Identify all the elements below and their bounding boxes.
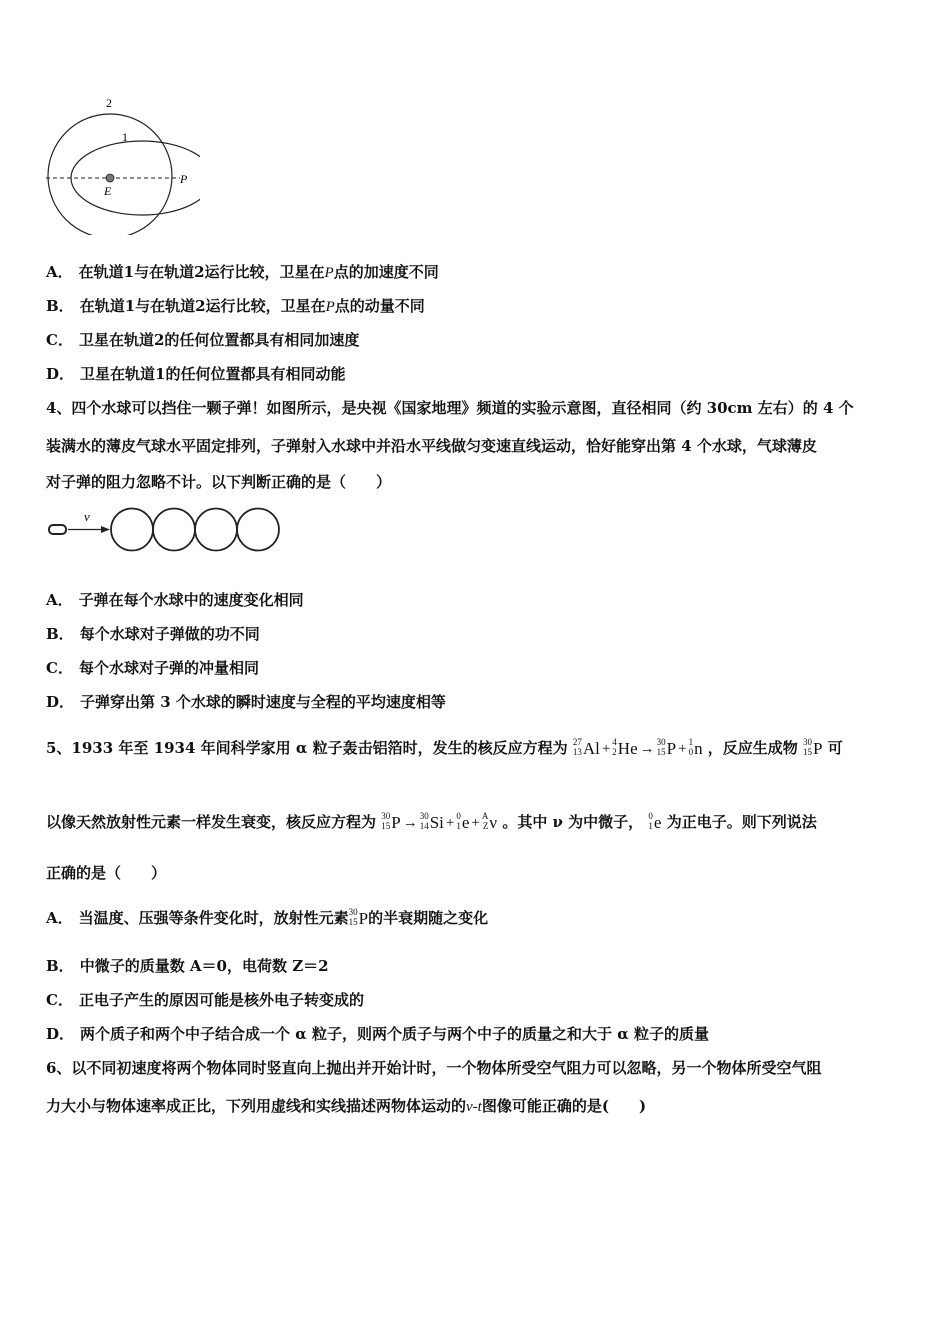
option-text-end: 的半衰期随之变化 — [368, 909, 489, 927]
option-text: 两个质子和两个中子结合成一个 α 粒子，则两个质子与两个中子的质量之和大于 α 粒子的质量 — [80, 1025, 709, 1043]
q4-option-a — [46, 590, 304, 610]
element-n: n — [694, 739, 703, 758]
q5-option-d — [46, 1024, 709, 1044]
water-ball-1 — [111, 509, 153, 551]
option-label: B． — [46, 625, 74, 643]
earth-dot — [106, 174, 114, 182]
var-p: P — [325, 299, 335, 315]
q5-option-a — [46, 908, 488, 929]
option-label: C． — [46, 659, 73, 677]
q4-option-d — [46, 692, 446, 712]
option-label: C． — [46, 331, 73, 349]
option-label: D． — [46, 1025, 75, 1043]
q4-stem-line-2: 装满水的薄皮气球水平固定排列，子弹射入水球中并沿水平线做匀变速直线运动，恰好能穿出第 4 个水球，气球薄皮 — [46, 437, 817, 455]
bullet-water-balls-figure — [44, 505, 289, 555]
plus-sign: + — [601, 741, 611, 757]
orbit-figure — [40, 95, 200, 235]
stem-text: ，反应生成物 — [707, 739, 798, 757]
element-e: e — [461, 813, 470, 832]
product-isotope — [803, 739, 822, 759]
plus-sign: + — [678, 741, 687, 757]
velocity-label: v — [84, 509, 90, 524]
stem-text: 。其中 ν 为中微子， — [502, 813, 644, 831]
mass-number: 1 — [688, 737, 694, 747]
element-si: Si — [429, 813, 444, 832]
orbit-1-label: 1 — [122, 130, 128, 144]
q5-stem-line-3: 正确的是（ ） — [46, 864, 167, 882]
isotope-p30 — [349, 909, 368, 929]
stem-text: 可 — [827, 739, 843, 757]
option-label: B． — [46, 297, 74, 315]
atomic-number: Z — [482, 821, 489, 831]
mass-number: 4 — [612, 737, 617, 747]
q6-stem-line-1: 6、以不同初速度将两个物体同时竖直向上抛出并开始计时，一个物体所受空气阻力可以忽略，另一个物体所受空气阻 — [46, 1059, 822, 1077]
atomic-number: 15 — [803, 747, 813, 757]
atomic-number: 2 — [612, 747, 617, 757]
point-p-label: P — [180, 172, 188, 186]
option-text: 在轨道1与在轨道2运行比较，卫星在 — [79, 297, 326, 315]
q4-option-c — [46, 658, 259, 678]
element-e: e — [653, 813, 662, 832]
reaction-equation-2 — [381, 813, 497, 833]
option-text: 正电子产生的原因可能是核外电子转变成的 — [78, 991, 364, 1009]
q5-stem-line-1 — [46, 738, 843, 759]
q4-stem-line-1: 4、四个水球可以挡住一颗子弹！如图所示，是央视《国家地理》频道的实验示意图，直径相同（约 30cm 左右）的 4 个 — [46, 399, 854, 417]
option-text: 中微子的质量数 A＝0，电荷数 Z＝2 — [79, 957, 329, 975]
mass-number: 0 — [648, 811, 653, 821]
option-text: 卫星在轨道2的任何位置都具有相同加速度 — [78, 331, 360, 349]
stem-text: 5、1933 年至 1934 年间科学家用 α 粒子轰击铝箔时，发生的核反应方程为 — [46, 739, 568, 757]
mass-number: 30 — [656, 737, 666, 747]
mass-number: 30 — [419, 811, 429, 821]
element-p: P — [666, 739, 677, 758]
var-p: P — [324, 265, 334, 281]
stem-text: 以像天然放射性元素一样发生衰变，核反应方程为 — [46, 813, 377, 831]
element-p: P — [813, 739, 823, 758]
option-label: A． — [46, 591, 73, 609]
neutrino-symbol: ν — [489, 813, 498, 832]
option-text: 子弹在每个水球中的速度变化相同 — [78, 591, 304, 609]
mass-number: A — [481, 811, 489, 821]
mass-number: 30 — [348, 907, 358, 917]
atomic-number: 14 — [419, 821, 429, 831]
option-label: B． — [46, 957, 74, 975]
earth-label: E — [104, 184, 112, 198]
element-p: P — [358, 909, 369, 928]
q5-stem-line-2 — [46, 812, 817, 833]
stem-text: 为正电子。则下列说法 — [666, 813, 817, 831]
q3-option-a — [46, 262, 439, 283]
q4-stem-line-3: 对子弹的阻力忽略不计。以下判断正确的是（ ） — [46, 473, 392, 491]
arrow-icon: → — [639, 741, 655, 757]
arrow-head-icon — [101, 526, 110, 533]
bullet-icon — [49, 525, 66, 534]
q5-option-b — [46, 956, 329, 976]
option-label: D． — [46, 693, 75, 711]
element-al: Al — [582, 739, 600, 758]
plus-sign: + — [471, 815, 480, 831]
option-text-end: 点的动量不同 — [334, 297, 425, 315]
water-ball-3 — [195, 509, 237, 551]
mass-number: 30 — [381, 811, 391, 821]
atomic-number: 15 — [381, 821, 391, 831]
option-label: A． — [46, 263, 73, 281]
option-text: 当温度、压强等条件变化时，放射性元素 — [78, 909, 349, 927]
mass-number: 0 — [456, 811, 461, 821]
orbit-2-label: 2 — [106, 96, 112, 110]
mass-number: 27 — [572, 737, 582, 747]
vt-variable: v-t — [466, 1099, 482, 1115]
arrow-icon: → — [402, 815, 418, 831]
stem-text-end: 图像可能正确的是( ) — [481, 1097, 647, 1115]
mass-number: 30 — [803, 737, 813, 747]
option-text: 每个水球对子弹的冲量相同 — [78, 659, 259, 677]
positron-symbol — [648, 813, 661, 833]
atomic-number: 13 — [572, 747, 582, 757]
option-text: 卫星在轨道1的任何位置都具有相同动能 — [80, 365, 346, 383]
option-label: C． — [46, 991, 73, 1009]
atomic-number: 15 — [656, 747, 666, 757]
stem-text: 力大小与物体速率成正比，下列用虚线和实线描述两物体运动的 — [46, 1097, 467, 1115]
water-ball-2 — [153, 509, 195, 551]
option-label: A． — [46, 909, 73, 927]
option-label: D． — [46, 365, 75, 383]
q3-option-d — [46, 364, 345, 384]
q4-option-b — [46, 624, 260, 644]
element-he: He — [617, 739, 638, 758]
atomic-number: 0 — [688, 747, 694, 757]
atomic-number: 1 — [456, 821, 461, 831]
atomic-number: 1 — [648, 821, 653, 831]
water-ball-4 — [237, 509, 279, 551]
option-text: 在轨道1与在轨道2运行比较，卫星在 — [78, 263, 325, 281]
reaction-equation-1 — [573, 739, 703, 759]
plus-sign: + — [445, 815, 455, 831]
option-text-end: 点的加速度不同 — [333, 263, 439, 281]
q3-option-b — [46, 296, 425, 317]
q3-option-c — [46, 330, 359, 350]
option-text: 每个水球对子弹做的功不同 — [79, 625, 260, 643]
option-text: 子弹穿出第 3 个水球的瞬时速度与全程的平均速度相等 — [80, 693, 446, 711]
q5-option-c — [46, 990, 364, 1010]
q6-stem-line-2 — [46, 1096, 646, 1117]
element-p: P — [391, 813, 401, 832]
atomic-number: 15 — [348, 917, 358, 927]
